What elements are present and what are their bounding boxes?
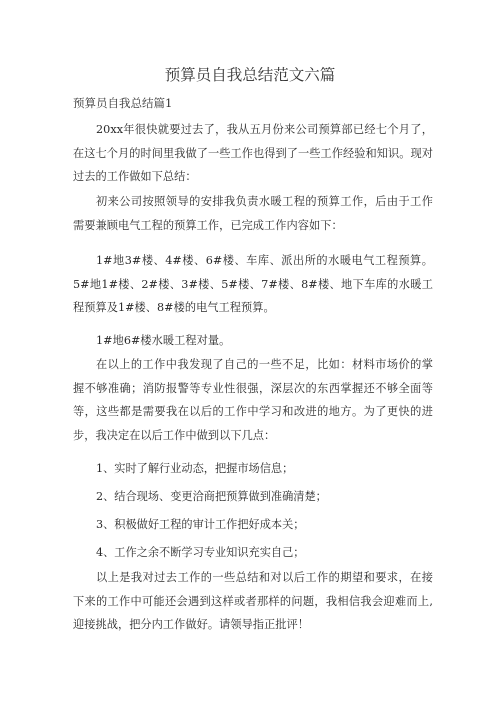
list-item: 3、积极做好工程的审计工作把好成本关； xyxy=(96,518,305,531)
list-item: 1、实时了解行业动态，把握市场信息； xyxy=(96,462,294,475)
section-heading: 预算员自我总结篇1 xyxy=(73,96,173,110)
paragraph-assignment: 初来公司按照领导的安排我负责水暖工程的预算工作，后由于工作需要兼顾电气工程的预算工作，已完成工作内容如下： xyxy=(73,195,433,232)
document-title: 预算员自我总结范文六篇 xyxy=(164,66,336,84)
paragraph-closing: 以上是我对过去工作的一些总结和对以后工作的期望和要求，在接下来的工作中可能还会遇到这样或者那样的问题，我相信我会迎难而上,迎接挑战，把分内工作做好。请领导指正批评！ xyxy=(73,571,433,631)
list-item: 2、结合现场、变更洽商把预算做到准确清楚； xyxy=(96,490,327,503)
paragraph-completed-work: 1#地3#楼、4#楼、6#楼、车库、派出所的水暖电气工程预算。5#地1#楼、2#楼、3#楼、5#楼、7#楼、8#楼、地下车库的水暖工程预算及1#楼、8#楼的电气工程预算。 xyxy=(73,254,433,314)
paragraph-intro: 20xx年很快就要过去了，我从五月份来公司预算部已经七个月了，在这七个月的时间里我做了一些工作也得到了一些工作经验和知识。现对过去的工作做如下总结： xyxy=(73,123,433,183)
paragraph-quantity-check: 1#地6#楼水暖工程对量。 xyxy=(96,334,231,347)
list-item: 4、工作之余不断学习专业知识充实自己； xyxy=(96,546,305,559)
paragraph-shortcomings: 在以上的工作中我发现了自己的一些不足，比如：材料市场价的掌握不够准确；消防报警等专业性很强，深层次的东西掌握还不够全面等等，这些都是需要我在以后的工作中学习和改进的地方。为了更快的进步，我决定在以后工作中做到以下几点： xyxy=(73,358,433,442)
